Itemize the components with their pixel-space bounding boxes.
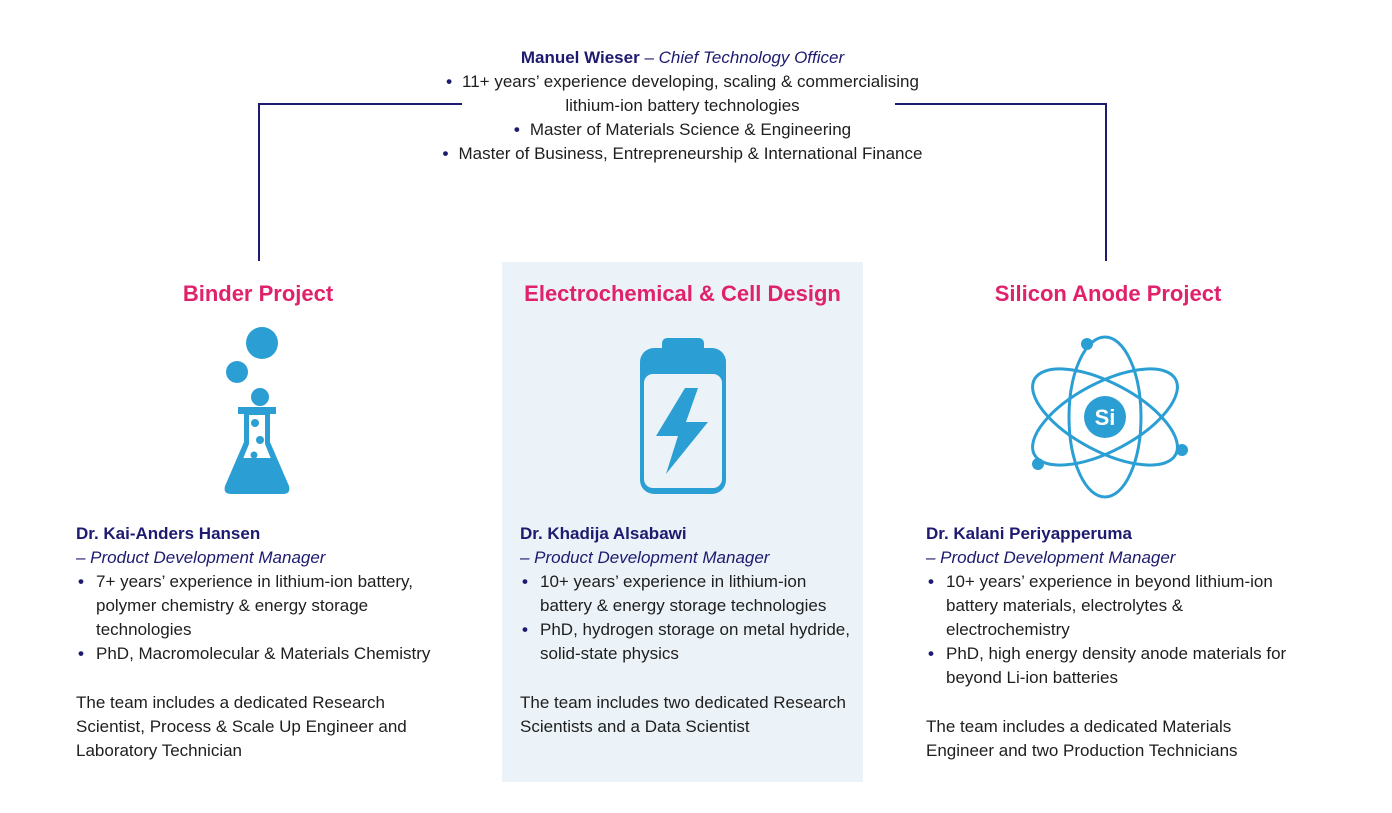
person-bullet: • 10+ years’ experience in lithium-ion battery & energy storage technologies — [520, 570, 860, 618]
cto-dash: – — [639, 48, 659, 67]
person-bullet: • PhD, high energy density anode materials for beyond Li-ion batteries — [926, 642, 1296, 690]
cto-block — [440, 46, 925, 166]
team-description: The team includes two dedicated Research Scientists and a Data Scientist — [520, 693, 847, 736]
person-bullet: • PhD, hydrogen storage on metal hydride, solid-state physics — [520, 618, 860, 666]
cto-bullet: • Master of Materials Science & Engineering — [440, 118, 925, 142]
column-title: Binder Project — [182, 281, 334, 306]
cto-header — [440, 46, 925, 70]
person-block — [926, 522, 1296, 763]
person-role: – Product Development Manager — [926, 548, 1176, 567]
person-name: Dr. Khadija Alsabawi — [520, 524, 687, 543]
cto-name: Manuel Wieser — [520, 48, 640, 67]
battery-bolt-icon — [638, 336, 728, 496]
cto-bullet: • Master of Business, Entrepreneurship & International Finance — [440, 142, 925, 166]
column-electrochemical-cell-design — [502, 262, 863, 782]
column-silicon-anode-project — [908, 262, 1308, 782]
atom-symbol-text: Si — [1094, 405, 1116, 430]
person-bullet: • 10+ years’ experience in beyond lithium-ion battery materials, electrolytes & electrochemistry — [926, 570, 1296, 642]
atom-icon — [1020, 332, 1190, 502]
person-name: Dr. Kalani Periyapperuma — [926, 524, 1132, 543]
column-title: Electrochemical & Cell Design — [524, 281, 841, 306]
person-role: – Product Development Manager — [76, 548, 326, 567]
column-title: Silicon Anode Project — [994, 281, 1222, 306]
flask-icon — [214, 324, 300, 496]
person-name: Dr. Kai-Anders Hansen — [76, 524, 261, 543]
person-bullet: • PhD, Macromolecular & Materials Chemistry — [76, 642, 436, 666]
person-role: – Product Development Manager — [520, 548, 770, 567]
cto-bullet: • 11+ years’ experience developing, scaling & commercialising lithium-ion battery technologies — [440, 70, 925, 118]
person-block — [520, 522, 860, 739]
cto-bullets — [440, 70, 925, 166]
person-bullets — [926, 570, 1296, 690]
team-description: The team includes a dedicated Materials Engineer and two Production Technicians — [926, 717, 1238, 760]
person-bullets — [76, 570, 436, 666]
cto-role: Chief Technology Officer — [658, 48, 845, 67]
person-bullet: • 7+ years’ experience in lithium-ion battery, polymer chemistry & energy storage technologies — [76, 570, 436, 642]
column-binder-project — [62, 262, 454, 782]
person-bullets — [520, 570, 860, 666]
team-description: The team includes a dedicated Research Scientist, Process & Scale Up Engineer and Laboratory Technician — [76, 693, 407, 760]
person-block — [76, 522, 436, 763]
